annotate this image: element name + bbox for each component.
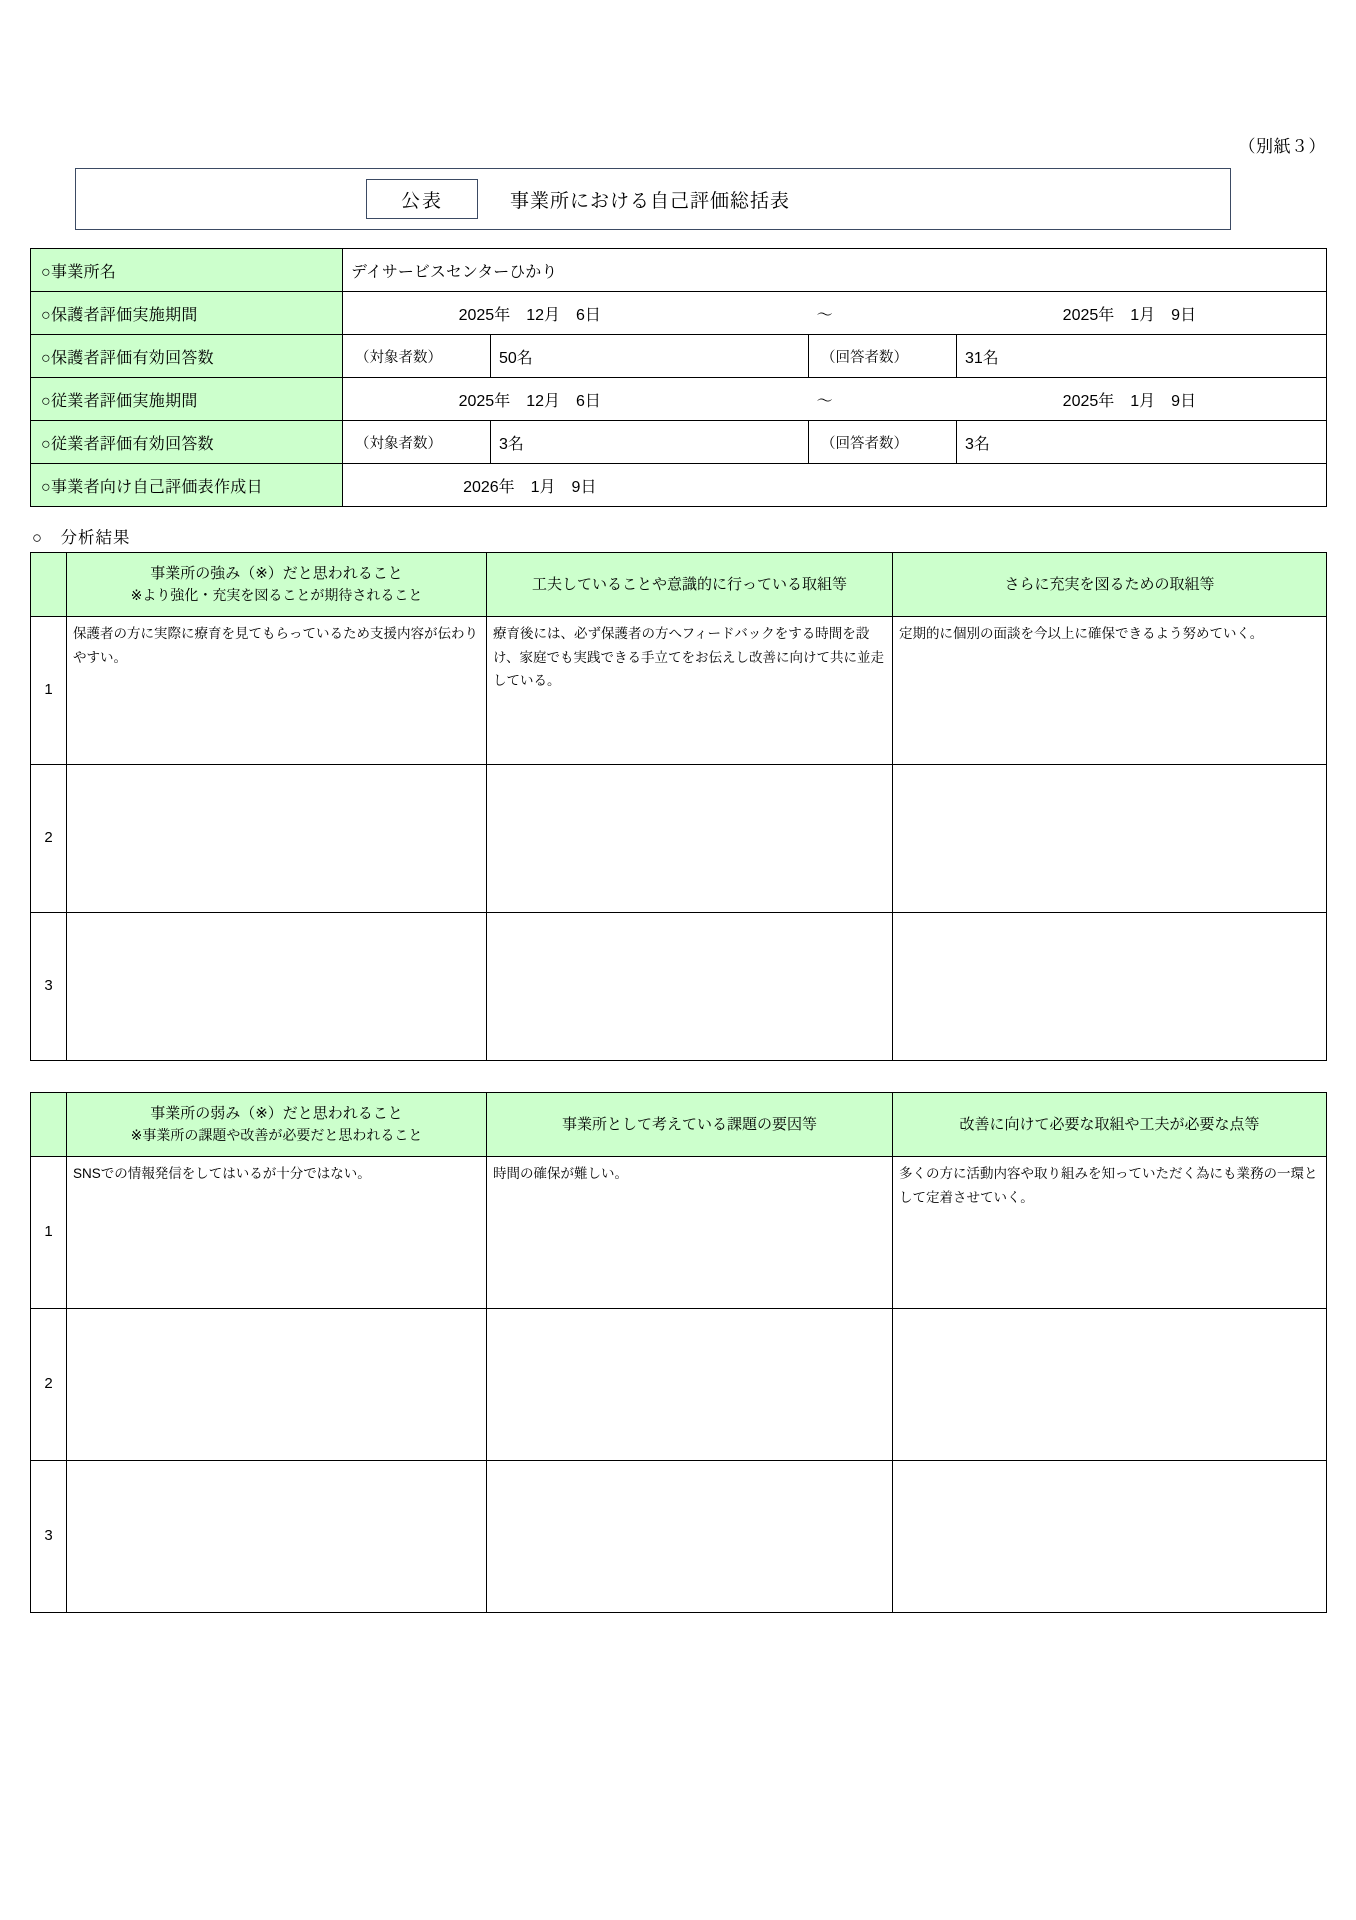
period-end-date: 2025年 1月 9日	[1062, 306, 1197, 324]
strengths-col3-header: さらに充実を図るための取組等	[893, 553, 1327, 617]
info-value-staff-target-count: 3名	[491, 421, 809, 464]
period-separator: ～	[816, 392, 833, 410]
weaknesses-col1-header-main: 事業所の弱み（※）だと思われること	[150, 1105, 403, 1123]
public-disclosure-badge: 公表	[366, 179, 478, 219]
weaknesses-col2-header: 事業所として考えている課題の要因等	[487, 1093, 893, 1157]
info-label-guardian-responses: ○保護者評価有効回答数	[31, 335, 343, 378]
table-row	[31, 292, 1327, 335]
period-start-date: 2025年 12月 6日	[458, 306, 601, 324]
row-number: 1	[31, 1157, 67, 1309]
table-row	[31, 421, 1327, 464]
row-number-header	[31, 1093, 67, 1157]
info-value-creation-date	[343, 464, 1327, 507]
info-value-facility-name: デイサービスセンターひかり	[343, 249, 1327, 292]
info-value-guardian-respondent-count: 31名	[957, 335, 1327, 378]
strengths-cell-col1[interactable]: 保護者の方に実際に療育を見てもらっているため支援内容が伝わりやすい。	[67, 617, 487, 765]
strengths-analysis-table	[30, 552, 1327, 1061]
facility-info-table	[30, 248, 1327, 507]
strengths-cell-col1[interactable]	[67, 765, 487, 913]
creation-date: 2026年 1月 9日	[463, 478, 597, 496]
table-row	[31, 335, 1327, 378]
info-label-staff-responses: ○従業者評価有効回答数	[31, 421, 343, 464]
row-number: 2	[31, 765, 67, 913]
strengths-col1-header-main: 事業所の強み（※）だと思われること	[150, 565, 403, 583]
strengths-col1-header	[67, 553, 487, 617]
strengths-cell-col2[interactable]: 療育後には、必ず保護者の方へフィードバックをする時間を設け、家庭でも実践できる手立てをお伝えし改善に向けて共に並走している。	[487, 617, 893, 765]
weaknesses-col3-header: 改善に向けて必要な取組や工夫が必要な点等	[893, 1093, 1327, 1157]
period-start-date: 2025年 12月 6日	[458, 392, 601, 410]
table-row	[31, 1309, 1327, 1461]
info-label-guardian-period: ○保護者評価実施期間	[31, 292, 343, 335]
info-value-guardian-target-count: 50名	[491, 335, 809, 378]
table-row	[31, 1157, 1327, 1309]
document-title-bar	[75, 168, 1231, 230]
strengths-cell-col1[interactable]	[67, 913, 487, 1061]
weaknesses-cell-col2[interactable]	[487, 1461, 893, 1613]
weaknesses-analysis-table	[30, 1092, 1327, 1613]
table-row	[31, 1461, 1327, 1613]
info-sublabel-respondent-count: （回答者数）	[809, 421, 957, 464]
row-number: 2	[31, 1309, 67, 1461]
weaknesses-cell-col3[interactable]	[893, 1461, 1327, 1613]
table-header-row	[31, 1093, 1327, 1157]
info-value-staff-period	[343, 378, 1327, 421]
strengths-cell-col2[interactable]	[487, 765, 893, 913]
info-label-creation-date: ○事業者向け自己評価表作成日	[31, 464, 343, 507]
page-title: 事業所における自己評価総括表	[510, 190, 791, 212]
info-label-facility-name: ○事業所名	[31, 249, 343, 292]
weaknesses-col1-header	[67, 1093, 487, 1157]
period-end-date: 2025年 1月 9日	[1062, 392, 1197, 410]
weaknesses-cell-col3[interactable]	[893, 1309, 1327, 1461]
strengths-cell-col2[interactable]	[487, 913, 893, 1061]
row-number-header	[31, 553, 67, 617]
table-row	[31, 249, 1327, 292]
row-number: 1	[31, 617, 67, 765]
table-header-row	[31, 553, 1327, 617]
strengths-col2-header: 工夫していることや意識的に行っている取組等	[487, 553, 893, 617]
analysis-section-caption: ○ 分析結果	[32, 529, 131, 547]
row-number: 3	[31, 1461, 67, 1613]
info-sublabel-respondent-count: （回答者数）	[809, 335, 957, 378]
weaknesses-col1-header-sub: ※事業所の課題や改善が必要だと思われること	[130, 1127, 423, 1144]
row-number: 3	[31, 913, 67, 1061]
period-separator: ～	[816, 306, 833, 324]
info-value-guardian-period	[343, 292, 1327, 335]
table-row	[31, 617, 1327, 765]
weaknesses-cell-col2[interactable]	[487, 1309, 893, 1461]
info-sublabel-target-count: （対象者数）	[343, 335, 491, 378]
info-label-staff-period: ○従業者評価実施期間	[31, 378, 343, 421]
strengths-cell-col3[interactable]	[893, 765, 1327, 913]
weaknesses-cell-col3[interactable]: 多くの方に活動内容や取り組みを知っていただく為にも業務の一環として定着させていく。	[893, 1157, 1327, 1309]
info-value-staff-respondent-count: 3名	[957, 421, 1327, 464]
info-sublabel-target-count: （対象者数）	[343, 421, 491, 464]
strengths-cell-col3[interactable]	[893, 913, 1327, 1061]
weaknesses-cell-col1[interactable]: SNSでの情報発信をしてはいるが十分ではない。	[67, 1157, 487, 1309]
table-row	[31, 378, 1327, 421]
strengths-col1-header-sub: ※より強化・充実を図ることが期待されること	[130, 587, 423, 604]
weaknesses-cell-col1[interactable]	[67, 1309, 487, 1461]
weaknesses-cell-col2[interactable]: 時間の確保が難しい。	[487, 1157, 893, 1309]
table-row	[31, 464, 1327, 507]
weaknesses-cell-col1[interactable]	[67, 1461, 487, 1613]
sheet-number-label: （別紙３）	[1238, 137, 1326, 156]
strengths-cell-col3[interactable]: 定期的に個別の面談を今以上に確保できるよう努めていく。	[893, 617, 1327, 765]
table-row	[31, 913, 1327, 1061]
table-row	[31, 765, 1327, 913]
